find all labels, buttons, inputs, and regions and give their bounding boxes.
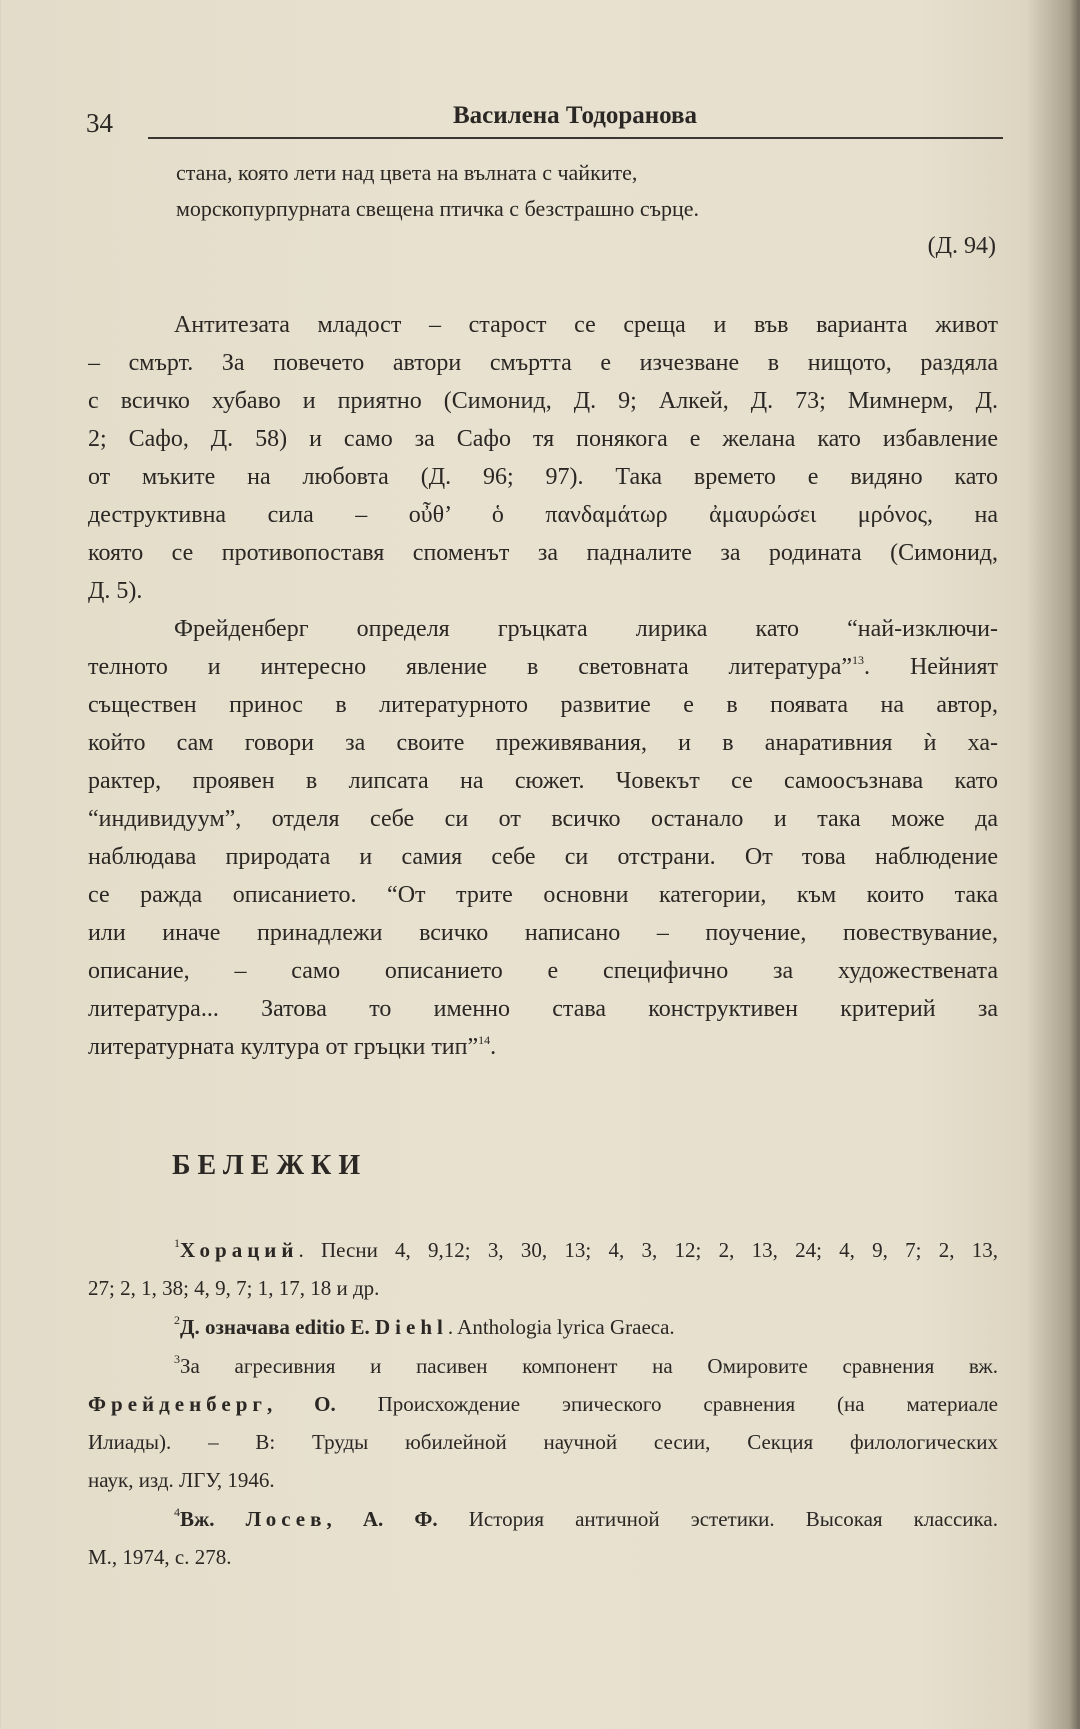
note-author: Фрейденберг bbox=[88, 1392, 267, 1416]
text-line: от мъките на любовта (Д. 96; 97). Така времето е видяно като bbox=[88, 464, 998, 490]
note-number: 3 bbox=[174, 1352, 180, 1366]
text-line: с всичко хубаво и приятно (Симонид, Д. 9; Алкей, Д. 73; Мимнерм, Д. bbox=[88, 388, 998, 414]
text-line: съществен принос в литературното развитие е в появата на автор, bbox=[88, 692, 998, 718]
header-rule bbox=[148, 137, 1003, 139]
note-2 bbox=[88, 1309, 998, 1345]
running-title: Василена Тодоранова bbox=[452, 102, 698, 129]
note-author: Хораций bbox=[180, 1238, 299, 1262]
text-line: или иначе принадлежи всичко написано – поучение, повествувание, bbox=[88, 920, 998, 946]
poem-line: морскопурпурната свещена птичка с безстрашно сърце. bbox=[176, 196, 699, 221]
text-segment: . bbox=[490, 1034, 497, 1060]
text-line: “индивидуум”, отделя себе си от всичко останало и така може да bbox=[88, 806, 998, 832]
note-3-cont: наук, изд. ЛГУ, 1946. bbox=[88, 1468, 275, 1492]
footnote-ref: 14 bbox=[478, 1033, 491, 1047]
note-3-cont bbox=[88, 1386, 998, 1422]
footnote-ref: 13 bbox=[852, 653, 865, 667]
note-number: 1 bbox=[174, 1236, 180, 1250]
text-line: Антитезата младост – старост се среща и във варианта живот bbox=[174, 312, 998, 338]
note-bold: , О. bbox=[266, 1392, 336, 1416]
note-4-cont: М., 1974, с. 278. bbox=[88, 1545, 232, 1569]
note-1-cont: 27; 2, 1, 38; 4, 9, 7; 1, 17, 18 и др. bbox=[88, 1276, 380, 1300]
text-line bbox=[88, 649, 998, 685]
text-segment: литературната култура от гръцки тип” bbox=[88, 1034, 479, 1060]
note-3-cont: Илиады). – В: Труды юбилейной научной сесии, Секция филологических bbox=[88, 1430, 998, 1454]
poem-line: стана, която лети над цвета на вълната с чайките, bbox=[176, 160, 638, 185]
text-line: описание, – само описанието е специфично за художествената bbox=[88, 958, 998, 984]
note-number: 4 bbox=[174, 1505, 180, 1519]
text-line: литература... Затова то именно става конструктивен критерий за bbox=[88, 996, 998, 1022]
note-author: Лосев bbox=[245, 1507, 327, 1531]
notes-heading: БЕЛЕЖКИ bbox=[172, 1150, 368, 1181]
note-text: . Anthologia lyrica Graeca. bbox=[447, 1315, 675, 1339]
text-line: наблюдава природата и самия себе си отстрани. От това наблюдение bbox=[88, 844, 998, 870]
text-line: Д. 5). bbox=[88, 578, 143, 604]
note-bold: Вж. bbox=[180, 1507, 246, 1531]
text-line: деструктивна сила – οὖθ’ ὁ πανδαμάτωρ ἀμαυρώσει μρόνος, на bbox=[88, 502, 998, 528]
poem-citation: (Д. 94) bbox=[927, 233, 996, 259]
note-text: . Песни 4, 9,12; 3, 30, 13; 4, 3, 12; 2, 13, 24; 4, 9, 7; 2, 13, bbox=[298, 1238, 998, 1262]
note-text: За агресивния и пасивен компонент на Омировите сравнения вж. bbox=[180, 1354, 998, 1378]
note-text: Происхождение эпического сравнения (на материале bbox=[335, 1392, 998, 1416]
page-number: 34 bbox=[86, 108, 113, 138]
text-line: 2; Сафо, Д. 58) и само за Сафо тя понякога е желана като избавление bbox=[88, 426, 998, 452]
note-3 bbox=[88, 1348, 998, 1384]
text-line: която се противопоставя споменът за падналите за родината (Симонид, bbox=[88, 540, 998, 566]
note-author: Diehl bbox=[375, 1315, 448, 1339]
text-line: се ражда описанието. “От трите основни категории, към които така bbox=[88, 882, 998, 908]
note-1 bbox=[88, 1232, 998, 1268]
note-number: 2 bbox=[174, 1313, 180, 1327]
text-segment: телното и интересно явление в световната литература” bbox=[88, 654, 853, 680]
text-segment: . Нейният bbox=[864, 654, 998, 680]
note-bold: Д. означава editio E. bbox=[180, 1315, 375, 1339]
note-4 bbox=[88, 1501, 998, 1537]
text-line: Фрейденберг определя гръцката лирика като “най-изключи- bbox=[174, 616, 998, 642]
note-bold: , А. Ф. bbox=[326, 1507, 438, 1531]
text-line: рактер, проявен в липсата на сюжет. Човекът се самоосъзнава като bbox=[88, 768, 998, 794]
note-text: История античной эстетики. Высокая классика. bbox=[437, 1507, 998, 1531]
text-line: който сам говори за своите преживявания, и в анаративния ѝ ха- bbox=[88, 730, 998, 756]
text-line bbox=[88, 1029, 998, 1065]
text-line: – смърт. За повечето автори смъртта е изчезване в нищото, раздяла bbox=[88, 350, 998, 376]
